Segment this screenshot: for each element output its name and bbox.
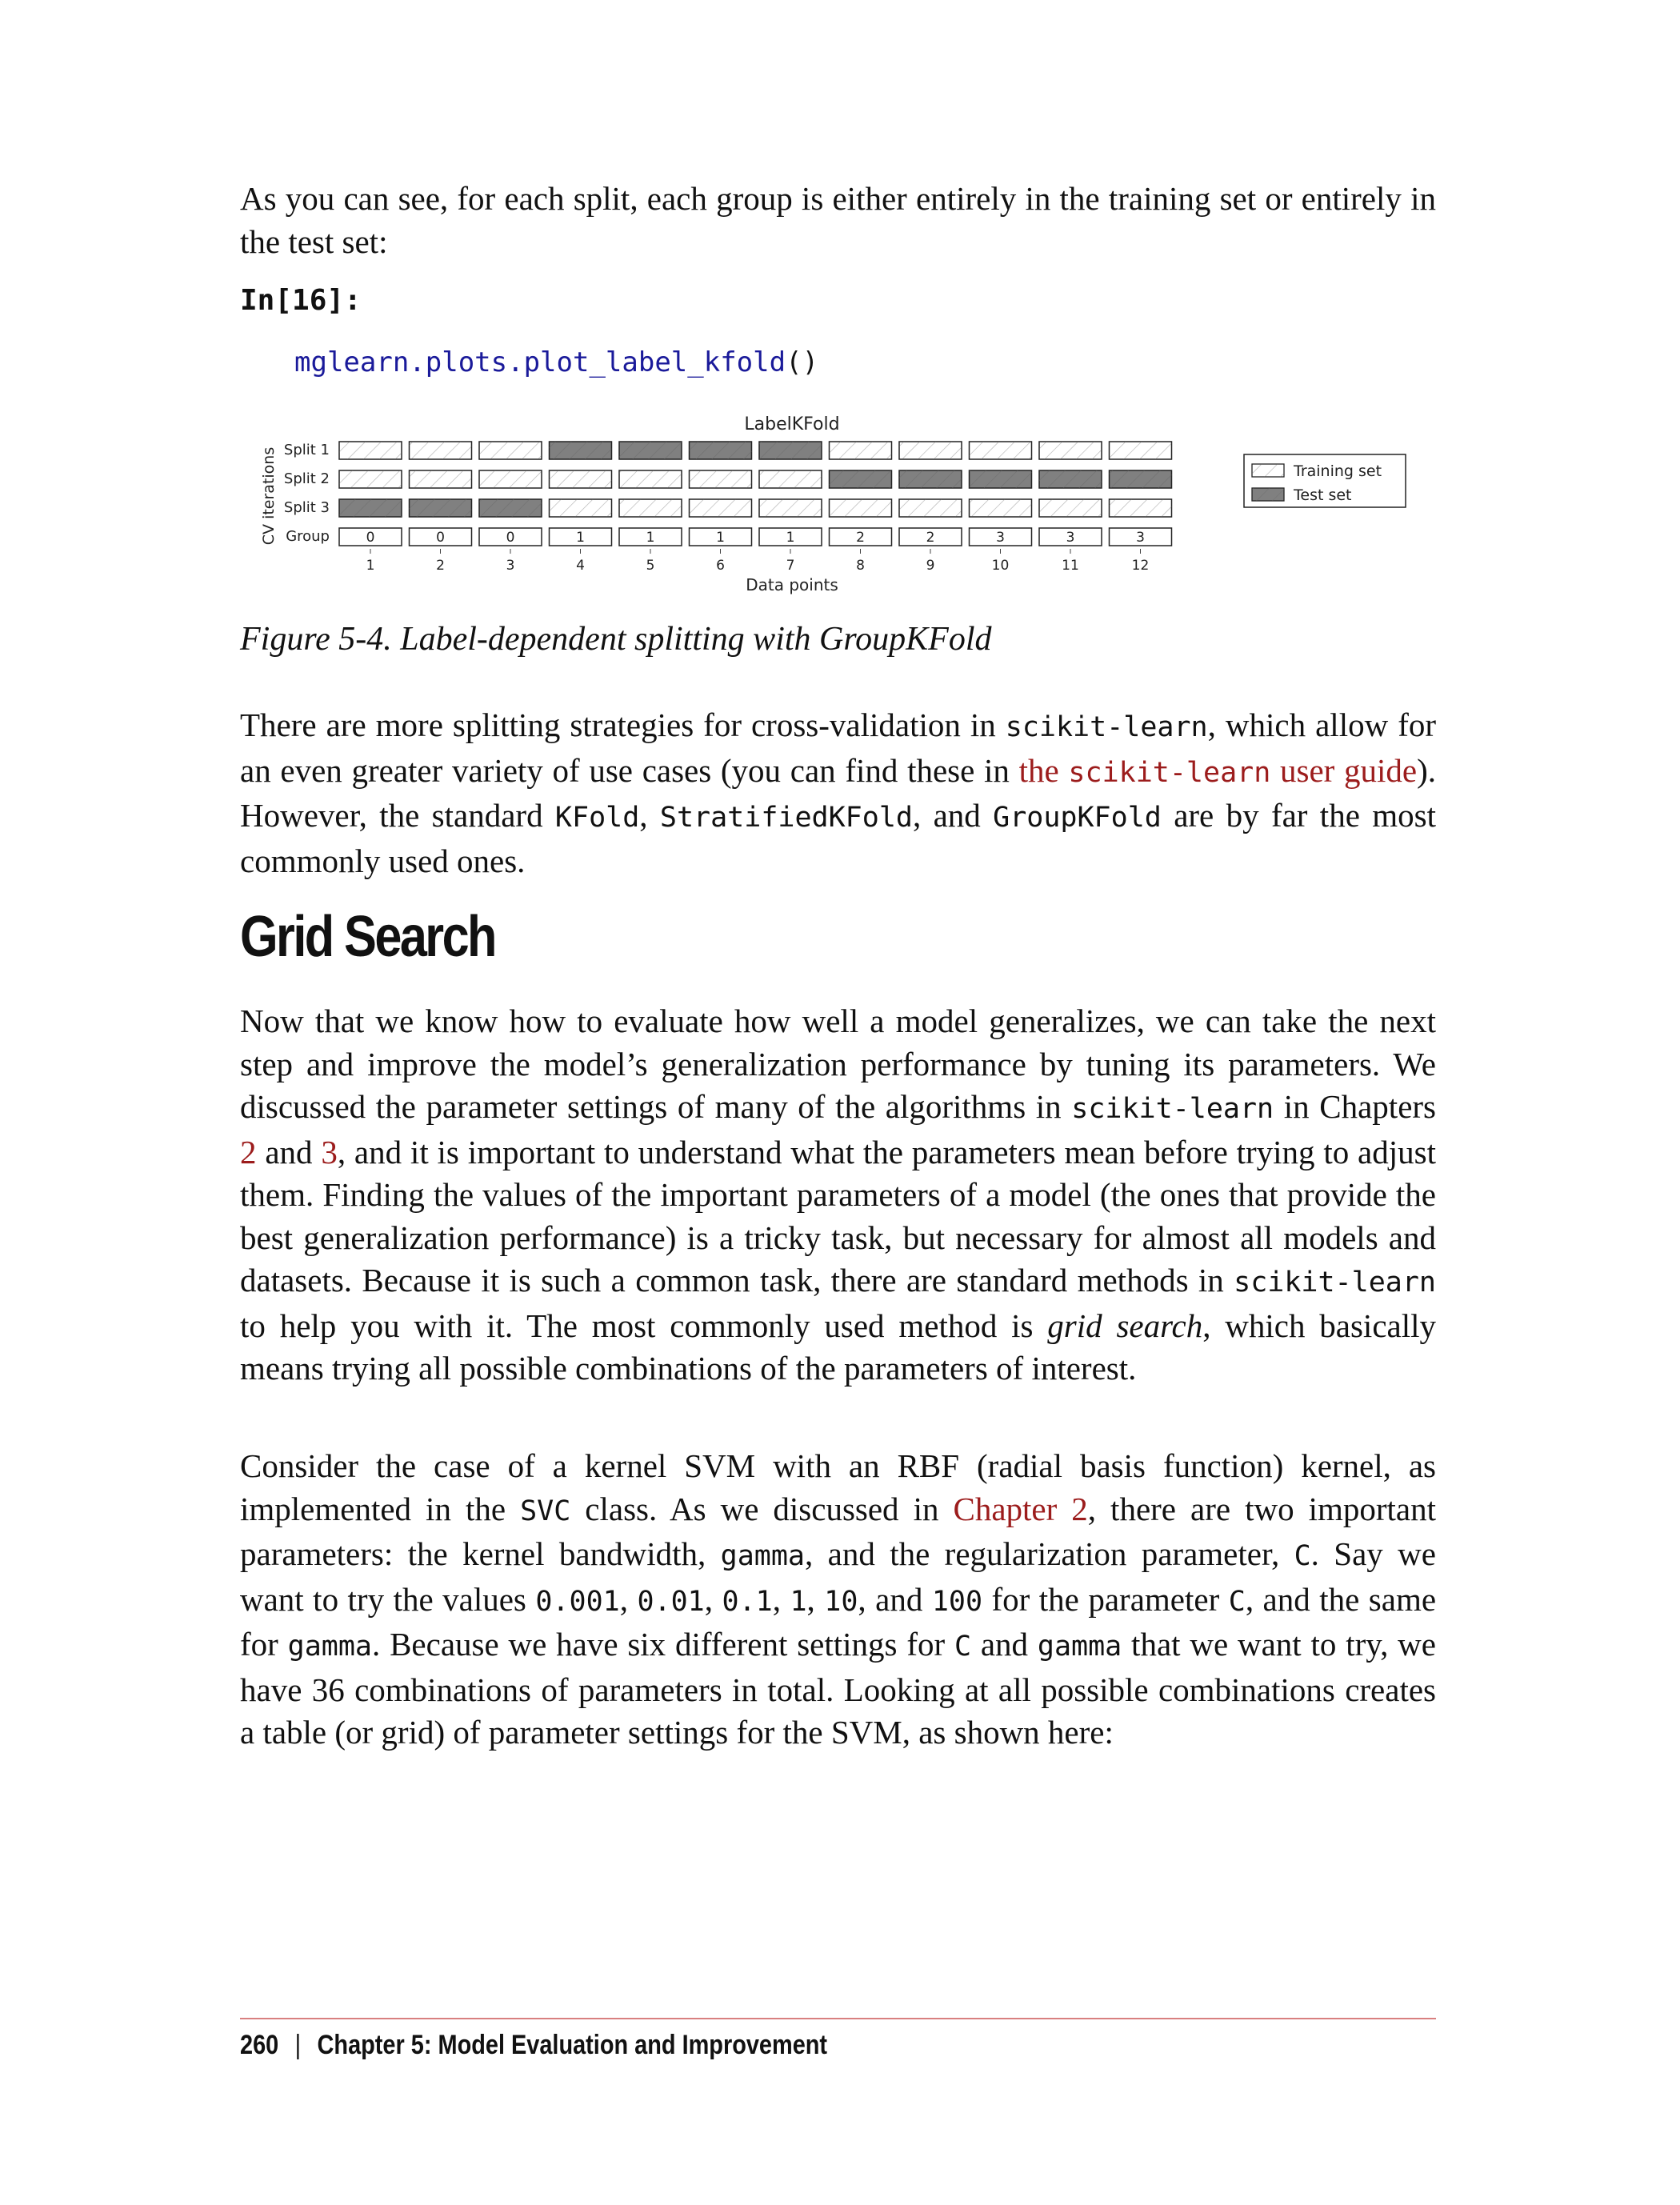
page-footer	[240, 2030, 827, 2061]
split-cell-hatch	[970, 442, 1032, 459]
footer-separator: |	[294, 2030, 302, 2060]
legend-label: Training set	[1294, 462, 1382, 480]
split-cell-hatch	[899, 499, 962, 517]
text: ,	[704, 1580, 722, 1618]
split-cell-hatch	[550, 470, 612, 488]
split-cell-hatch	[690, 470, 752, 488]
link-chapter-2[interactable]: 2	[240, 1133, 257, 1171]
inline-code: 10	[824, 1585, 858, 1618]
figure-label-kfold	[256, 408, 1424, 600]
link-chapter-3[interactable]: 3	[321, 1133, 338, 1171]
text: , which basically means trying all possible combinations of the parameters of interest.	[240, 1307, 1437, 1387]
text: in Chapters	[1274, 1088, 1436, 1125]
split-cell-hatch	[690, 442, 752, 459]
x-tick-label: 4	[576, 558, 585, 574]
text: . Because we have six different settings for	[372, 1626, 954, 1663]
paragraph-svm	[240, 1445, 1436, 1755]
legend-label: Test set	[1294, 486, 1352, 504]
x-tick-label: 2	[436, 558, 445, 574]
split-cell-hatch	[970, 499, 1032, 517]
row-label: Split 2	[283, 470, 330, 487]
split-cell-hatch	[830, 499, 892, 517]
split-cell-hatch	[1039, 442, 1102, 459]
inline-code: C	[1294, 1540, 1311, 1572]
text: , and it is important to understand what the parameters mean before trying to adjust them. Finding the values of the important parameters of a model (the ones that provide the best generalization performance) is a tricky task, but necessary for almost all models and datasets. Because it is such a common task, there are standard methods in	[240, 1133, 1436, 1299]
x-tick-label: 10	[991, 558, 1010, 574]
inline-code: 0.001	[535, 1585, 620, 1618]
split-cell-hatch	[339, 499, 402, 517]
text: and	[971, 1626, 1038, 1663]
group-label: 0	[436, 530, 445, 546]
inline-code: 0.1	[722, 1585, 773, 1618]
text: , and	[912, 797, 994, 834]
split-cell-hatch	[410, 470, 472, 488]
group-label: 1	[786, 530, 795, 546]
text: ,	[806, 1580, 825, 1618]
split-cell-hatch	[1110, 442, 1172, 459]
text: . Say we want to try the values	[240, 1535, 1436, 1618]
figure-caption: Figure 5-4. Label-dependent splitting with GroupKFold	[240, 621, 992, 658]
inline-code: StratifiedKFold	[659, 802, 913, 834]
x-tick-label: 6	[716, 558, 725, 574]
split-cell-hatch	[970, 470, 1032, 488]
split-cell-hatch	[619, 442, 682, 459]
text: for the parameter	[982, 1580, 1229, 1618]
split-cell-hatch	[1039, 499, 1102, 517]
x-tick-label: 5	[646, 558, 655, 574]
intro-paragraph	[240, 178, 1436, 263]
chart-xlabel: Data points	[746, 575, 838, 594]
x-tick-label: 9	[926, 558, 935, 574]
row-label: Split 1	[283, 442, 330, 458]
split-cell-hatch	[479, 499, 542, 517]
text: class. As we discussed in	[570, 1490, 954, 1527]
footer-rule	[240, 2018, 1436, 2019]
split-cell-hatch	[899, 442, 962, 459]
legend-swatch-hatch	[1252, 488, 1284, 501]
text: , and the same for	[240, 1580, 1437, 1663]
group-label: 1	[576, 530, 585, 546]
link-chapter-2-full[interactable]: Chapter 2	[953, 1490, 1088, 1527]
inline-code: scikit-learn	[1071, 1093, 1274, 1125]
chart-title: LabelKFold	[744, 414, 840, 434]
code-prompt: In[16]:	[240, 284, 362, 317]
inline-code: C	[954, 1631, 972, 1663]
emphasis: grid search	[1047, 1307, 1203, 1344]
text: ,	[619, 1580, 638, 1618]
chapter-title: Chapter 5: Model Evaluation and Improvement	[317, 2030, 828, 2060]
split-cell-hatch	[410, 442, 472, 459]
split-cell-hatch	[339, 470, 402, 488]
split-cell-hatch	[690, 499, 752, 517]
text: , and	[858, 1580, 932, 1618]
group-label: 2	[856, 530, 865, 546]
code-call: mglearn.plots.plot_label_kfold	[294, 346, 786, 378]
group-label: 2	[926, 530, 935, 546]
split-cell-hatch	[550, 499, 612, 517]
split-cell-hatch	[619, 499, 682, 517]
section-heading: Grid Search	[240, 905, 495, 969]
text: ,	[772, 1580, 790, 1618]
text: that we want to try, we have 36 combinations of parameters in total. Looking at all possible combinations creates a table (or grid) of parameter settings for the SVM, as shown here:	[240, 1626, 1436, 1751]
text: Consider the case of a kernel SVM with an RBF (radial basis function) kernel, as implemented in the	[240, 1447, 1436, 1527]
text: ,	[639, 797, 660, 834]
split-cell-hatch	[899, 470, 962, 488]
chart-ylabel: CV iterations	[260, 446, 278, 546]
inline-code: 0.01	[637, 1585, 705, 1618]
split-cell-hatch	[759, 470, 822, 488]
row-label: Group	[286, 528, 330, 545]
split-cell-hatch	[830, 442, 892, 459]
inline-code: gamma	[1037, 1631, 1122, 1663]
x-tick-label: 12	[1131, 558, 1150, 574]
x-tick-label: 7	[786, 558, 795, 574]
inline-code: 1	[790, 1585, 807, 1618]
text: There are more splitting strategies for cross-validation in	[240, 706, 1006, 743]
inline-code: 100	[931, 1585, 983, 1618]
intro-text: As you can see, for each split, each group is either entirely in the training set or entirely in the test set:	[240, 180, 1436, 260]
label-kfold-chart	[256, 408, 1424, 600]
group-label: 0	[506, 530, 515, 546]
split-cell-hatch	[550, 442, 612, 459]
group-label: 1	[646, 530, 655, 546]
text: ). However, the standard	[240, 751, 1436, 834]
split-cell-hatch	[479, 442, 542, 459]
group-label: 1	[716, 530, 725, 546]
inline-code: C	[1228, 1585, 1246, 1618]
row-label: Split 3	[283, 499, 330, 516]
text: and	[256, 1133, 322, 1171]
inline-code: gamma	[287, 1631, 372, 1663]
text: Now that we know how to evaluate how well a model generalizes, we can take the next step and improve the model’s generalization performance by tuning its parameters. We discussed the parameter settings of many of the algorithms in	[240, 1002, 1436, 1125]
x-tick-label: 8	[856, 558, 865, 574]
inline-code: GroupKFold	[993, 802, 1162, 834]
text: to help you with it. The most commonly used method is	[240, 1307, 1048, 1344]
code-parens: ()	[786, 346, 819, 378]
group-label: 3	[996, 530, 1005, 546]
group-label: 0	[366, 530, 375, 546]
inline-code: KFold	[554, 802, 640, 834]
group-label: 3	[1136, 530, 1145, 546]
inline-code: scikit-learn	[1005, 711, 1208, 743]
split-cell-hatch	[759, 442, 822, 459]
split-cell-hatch	[619, 470, 682, 488]
text: , and the regularization parameter,	[804, 1535, 1294, 1572]
inline-code: gamma	[720, 1540, 805, 1572]
split-cell-hatch	[1110, 499, 1172, 517]
inline-code: scikit-learn	[1234, 1267, 1436, 1299]
split-cell-hatch	[479, 470, 542, 488]
page-number: 260	[240, 2030, 279, 2060]
x-tick-label: 3	[506, 558, 515, 574]
split-cell-hatch	[1110, 470, 1172, 488]
split-cell-hatch	[339, 442, 402, 459]
link-user-guide[interactable]: the scikit-learn user guide	[1018, 751, 1418, 789]
code-line	[294, 346, 818, 378]
text: are by far the most commonly used ones.	[240, 797, 1436, 879]
split-cell-hatch	[759, 499, 822, 517]
x-tick-label: 1	[366, 558, 375, 574]
split-cell-hatch	[830, 470, 892, 488]
inline-code: SVC	[520, 1495, 571, 1527]
group-label: 3	[1066, 530, 1075, 546]
paragraph-splitting	[240, 704, 1436, 882]
split-cell-hatch	[410, 499, 472, 517]
split-cell-hatch	[1039, 470, 1102, 488]
paragraph-grid-search-intro	[240, 1000, 1436, 1391]
x-tick-label: 11	[1062, 558, 1079, 574]
text: , which allow for an even greater variety of use cases (you can find these in	[240, 706, 1437, 789]
legend-swatch-hatch	[1252, 464, 1284, 477]
text: , there are two important parameters: the kernel bandwidth,	[240, 1490, 1437, 1572]
